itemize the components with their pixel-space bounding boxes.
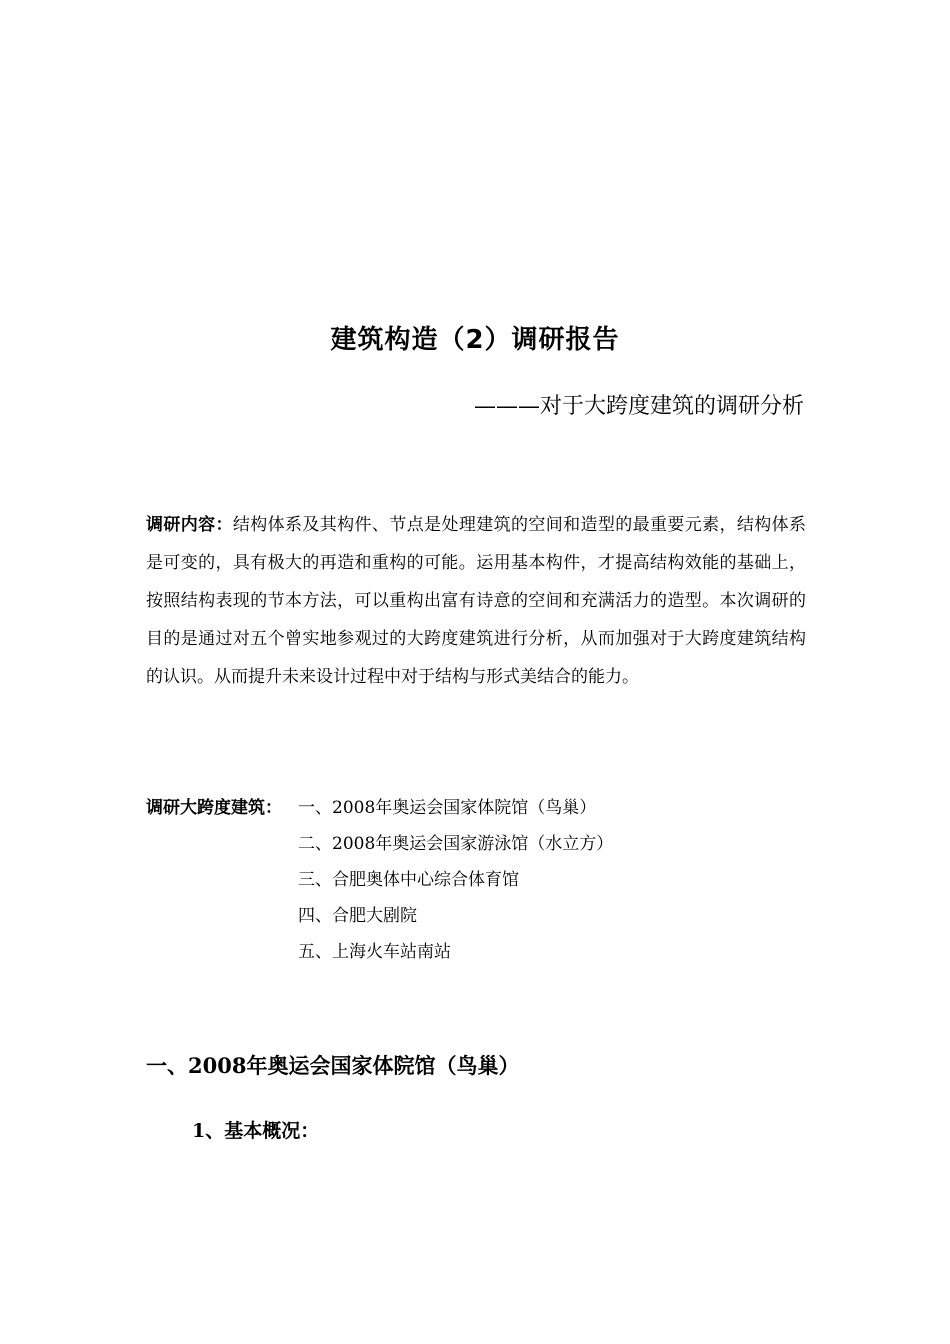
building-list-label: 调研大跨度建筑： xyxy=(146,798,282,818)
building-list-item xyxy=(146,826,613,862)
building-list-item xyxy=(146,862,613,898)
document-subtitle: ———对于大跨度建筑的调研分析 xyxy=(473,394,804,419)
building-item-4: 四、合肥大剧院 xyxy=(298,906,417,926)
building-list-item xyxy=(146,898,613,934)
building-list xyxy=(146,790,613,970)
sub-heading: 1、基本概况： xyxy=(192,1120,320,1142)
building-item-2: 二、2008年奥运会国家游泳馆（水立方） xyxy=(298,834,614,854)
building-item-5: 五、上海火车站南站 xyxy=(298,942,451,962)
document-title: 建筑构造（2）调研报告 xyxy=(330,325,620,355)
building-item-1: 一、2008年奥运会国家体院馆（鸟巢） xyxy=(298,798,597,818)
building-list-item xyxy=(146,934,613,970)
section-heading: 一、2008年奥运会国家体院馆（鸟巢） xyxy=(146,1053,520,1078)
research-content-label: 调研内容： xyxy=(146,515,233,535)
building-item-3: 三、合肥奥体中心综合体育馆 xyxy=(298,870,519,890)
research-content-text: 结构体系及其构件、节点是处理建筑的空间和造型的最重要元素，结构体系是可变的，具有极大的再造和重构的可能。运用基本构件，才提高结构效能的基础上，按照结构表现的节本方法，可以重构出富有诗意的空间和充满活力的造型。本次调研的目的是通过对五个曾实地参观过的大跨度建筑进行分析，从而加强对于大跨度建筑结构的认识。从而提升未来设计过程中对于结构与形式美结合的能力。 xyxy=(146,515,807,687)
building-list-item xyxy=(146,790,613,826)
research-content-paragraph xyxy=(146,506,806,696)
